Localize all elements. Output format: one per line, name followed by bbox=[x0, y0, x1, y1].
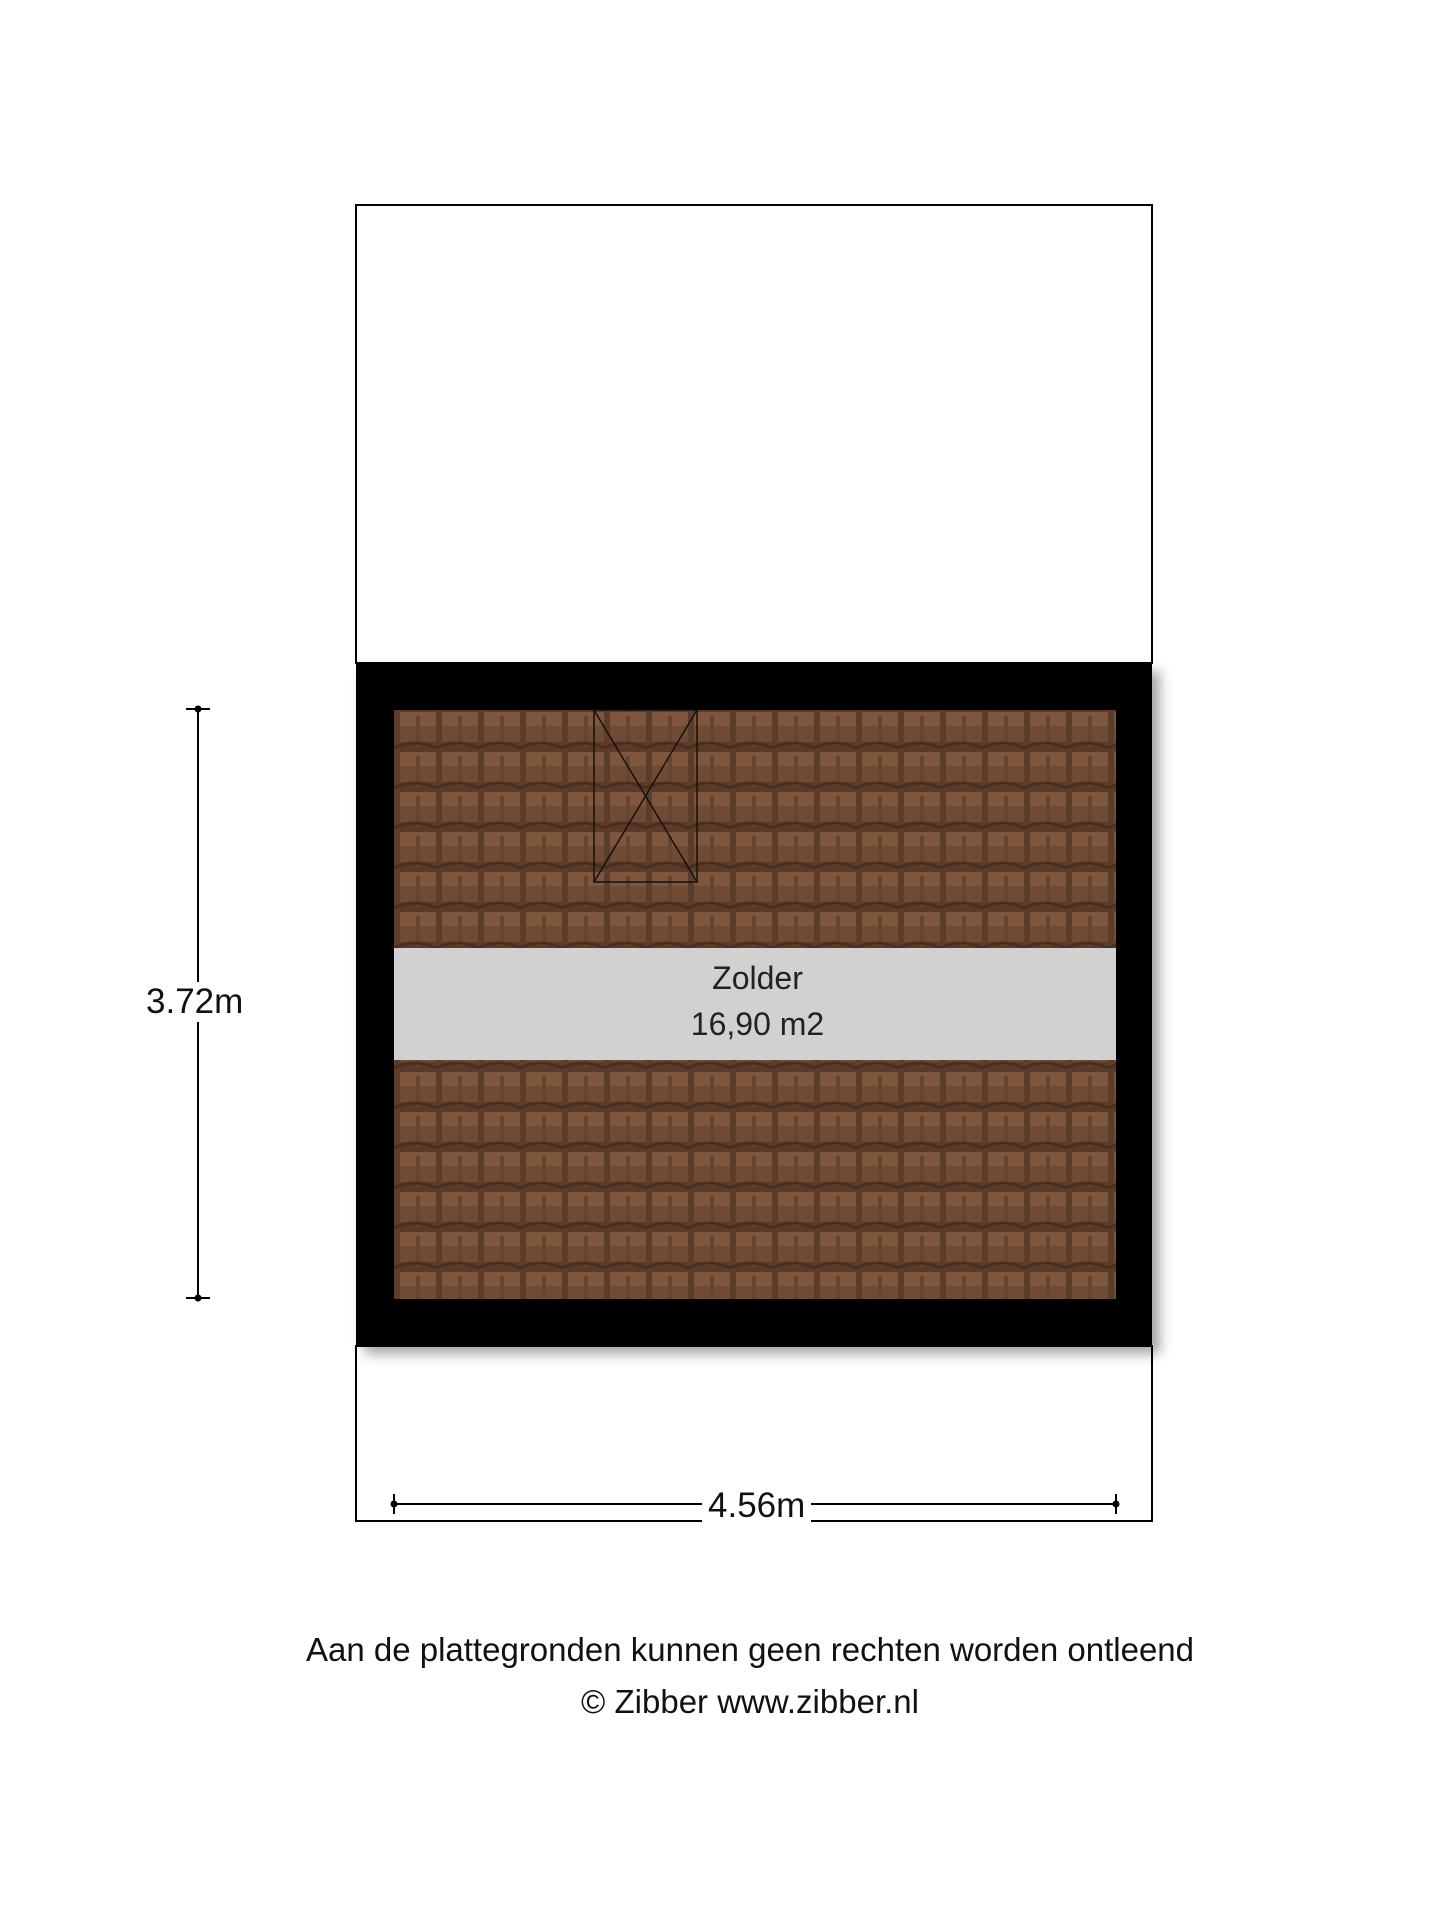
footer bbox=[0, 1624, 1440, 1728]
upper-outline bbox=[356, 205, 1152, 663]
room-label bbox=[394, 955, 1121, 1047]
copyright-text: © Zibber www.zibber.nl bbox=[581, 1683, 919, 1720]
height-dimension-label: 3.72m bbox=[146, 982, 244, 1021]
disclaimer-text: Aan de plattegronden kunnen geen rechten worden ontleend bbox=[305, 1631, 1195, 1668]
room-name: Zolder bbox=[712, 960, 803, 996]
room-area: 16,90 m2 bbox=[690, 1006, 825, 1042]
width-dimension-label: 4.56m bbox=[702, 1486, 811, 1526]
